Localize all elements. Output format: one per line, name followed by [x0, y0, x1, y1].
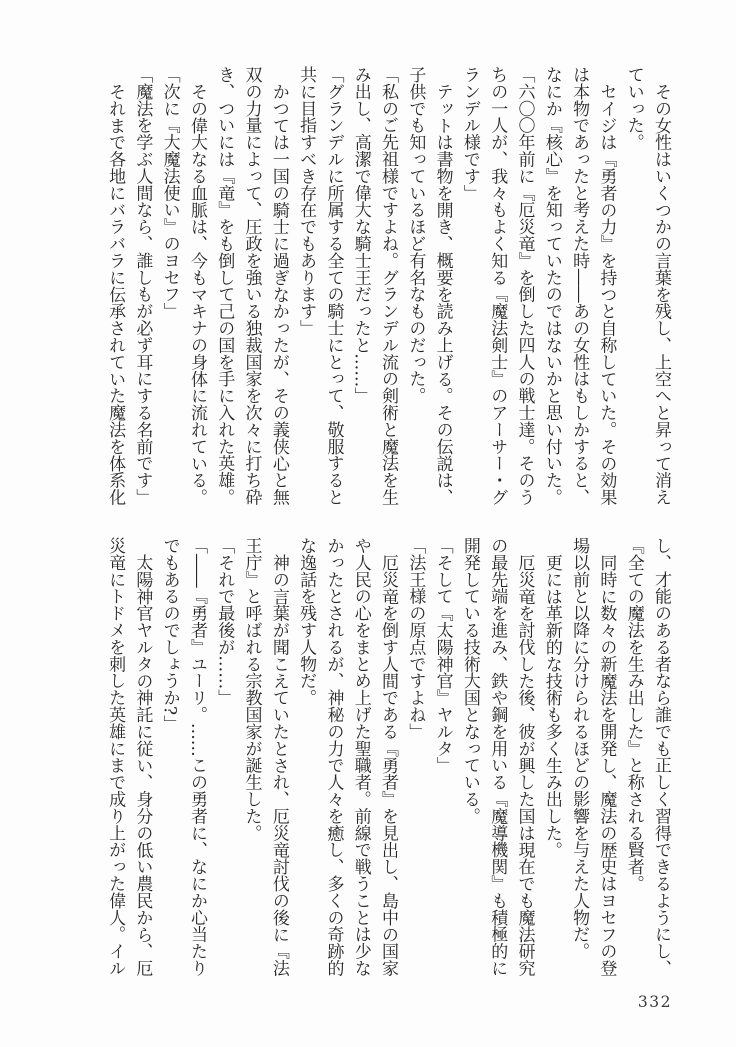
text-line: 「次に『大魔法使い』のヨセフ」: [159, 66, 180, 320]
text-line: み出し、高潔で偉大な騎士王だったと……」: [350, 66, 371, 405]
text-line: き、ついには『竜』をも倒して己の国を手に入れた英雄。: [214, 66, 235, 506]
text-line: は本物であったと考えた時――あの女性はもしかすると、: [569, 66, 590, 506]
text-line: かったとされるが、神秘の力で人々を癒し、多くの奇跡的: [323, 537, 344, 977]
text-line: 「――『勇者』ユーリ。……この勇者に、なにか心当たり: [186, 537, 207, 977]
text-line: 「魔法を学ぶ人間なら、誰しもが必ず耳にする名前です」: [132, 66, 153, 506]
text-line: の最先端を進み、鉄や鋼を用いる『魔導機関』も積極的に: [487, 537, 508, 977]
text-line: 災竜にトドメを刺した英雄にまで成り上がった偉人。イル: [105, 537, 126, 977]
text-line: 『全ての魔法を生み出した』と称される賢者。: [623, 537, 644, 892]
text-line: なにか『核心』を知っていたのではないかと思い付いた。: [541, 66, 562, 506]
text-line: 同時に数々の新魔法を開発し、魔法の歴史はヨセフの登: [596, 554, 617, 977]
text-line: 厄災竜を倒す人間である『勇者』を見出し、島中の国家: [378, 554, 399, 977]
text-line: 王庁』と呼ばれる宗教国家が誕生した。: [241, 537, 262, 842]
text-line: し、才能のある者なら誰でも正しく習得できるようにし、: [651, 537, 671, 977]
text-line: 「六〇〇年前に『厄災竜』を倒した四人の戦士達。そのう: [514, 66, 535, 506]
text-line: ちの一人が、我々もよく知る『魔法剣士』のアーサー・グ: [487, 66, 508, 506]
page-number: 332: [637, 993, 672, 1011]
text-line: 「グランデルに所属する全ての騎士にとって、敬服すると: [323, 66, 344, 506]
text-line: でもあるのでしょうか?」: [159, 537, 180, 732]
text-line: な逸話を残す人物だ。: [296, 537, 317, 707]
text-line: それまで各地にバラバラに伝承されていた魔法を体系化: [105, 83, 126, 506]
text-line: ていった。: [623, 66, 644, 151]
text-line: 「私のご先祖様ですよね。グランデル流の剣術と魔法を生: [378, 66, 399, 506]
text-line: その女性はいくつかの言葉を残し、上空へと昇って消え: [651, 83, 671, 506]
text-line: 更には革新的な技術も多く生み出した。: [541, 554, 562, 859]
text-line: 開発している技術大国となっている。: [459, 537, 480, 825]
text-line: 厄災竜を討伐した後、彼が興した国は現在でも魔法研究: [514, 554, 535, 977]
text-line: 「それで最後が……」: [214, 537, 235, 707]
text-line: 神の言葉が聞こえていたとされ、厄災竜討伐の後に『法: [268, 554, 289, 977]
text-line: ランデル様です」: [459, 66, 480, 202]
text-line: 太陽神官ヤルタの神託に従い、身分の低い農民から、厄: [132, 554, 153, 977]
text-line: 「法王様の原点ですよね」: [405, 537, 426, 740]
text-line: や人民の心をまとめ上げた聖職者。前線で戦うことは少な: [350, 537, 371, 977]
text-line: その偉大なる血脈は、今もマキナの身体に流れている。: [186, 83, 207, 506]
text-line: テットは書物を開き、概要を読み上げる。その伝説は、: [432, 83, 453, 506]
text-line: 子供でも知っているほど有名なものだった。: [405, 66, 426, 405]
text-line: かつては一国の騎士に過ぎなかったが、その義侠心と無: [268, 83, 289, 506]
text-line: 「そして『太陽神官』ヤルタ」: [432, 537, 453, 774]
text-line: 共に目指すべき存在でもあります」: [296, 66, 317, 337]
text-line: 双の力量によって、圧政を強いる独裁国家を次々に打ち砕: [241, 66, 262, 506]
text-band-bottom: [101, 537, 674, 977]
text-line: セイジは『勇者の力』を持つと自称していた。その効果: [596, 83, 617, 506]
text-line: 場以前と以降に分けられるほどの影響を与えた人物だ。: [569, 537, 590, 960]
text-band-top: [101, 66, 674, 506]
